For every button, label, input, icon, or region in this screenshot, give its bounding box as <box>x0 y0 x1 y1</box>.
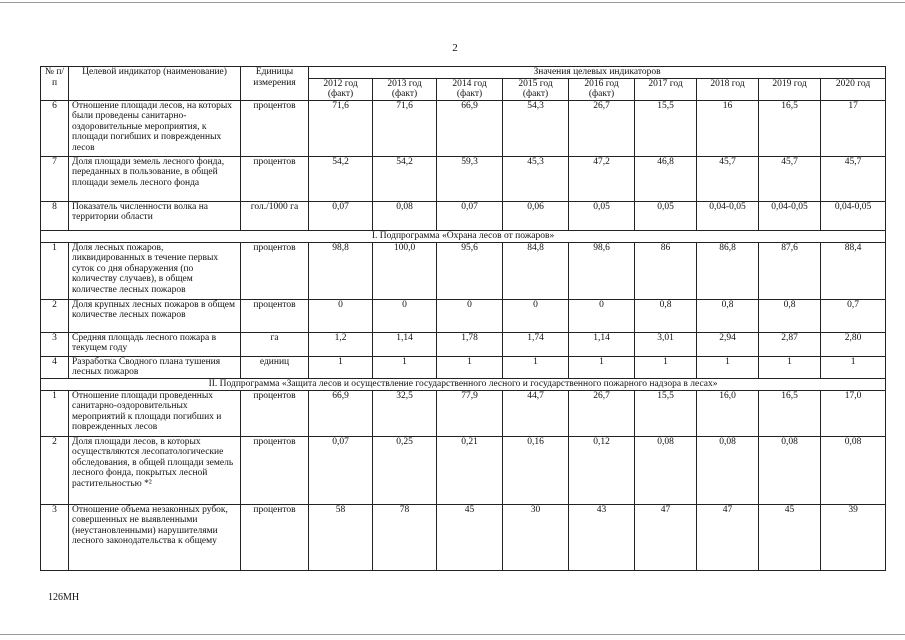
header-indicator: Целевой индикатор (наименование) <box>69 67 241 101</box>
page-number: 2 <box>452 42 458 54</box>
indicator-name: Отношение объема незаконных рубок, совершенных не выявленными (неустановленными) нарушителями лесного законодательства к общему <box>69 504 241 570</box>
table-row <box>41 242 886 299</box>
value-cell: 84,8 <box>503 242 569 299</box>
value-cell: 47 <box>697 504 759 570</box>
value-cell: 0,04-0,05 <box>759 201 821 230</box>
indicator-name: Разработка Сводного плана тушения лесных пожаров <box>69 356 241 378</box>
indicator-name: Средняя площадь лесного пожара в текущем году <box>69 332 241 356</box>
value-cell: 0,08 <box>821 436 886 504</box>
value-cell: 26,7 <box>569 390 635 436</box>
value-cell: 17,0 <box>821 390 886 436</box>
value-cell: 54,2 <box>373 156 437 201</box>
value-cell: 45,7 <box>697 156 759 201</box>
value-cell: 78 <box>373 504 437 570</box>
unit-cell: процентов <box>241 156 309 201</box>
subprogram-title: II. Подпрограмма «Защита лесов и осуществление государственного лесного и государственного пожарного надзора в лесах» <box>41 378 886 390</box>
value-cell: 0,05 <box>569 201 635 230</box>
value-cell: 46,8 <box>635 156 697 201</box>
value-cell: 0,07 <box>437 201 503 230</box>
value-cell: 1 <box>759 356 821 378</box>
value-cell: 39 <box>821 504 886 570</box>
value-cell: 16,5 <box>759 100 821 156</box>
indicator-name: Доля лесных пожаров, ликвидированных в течение первых суток со дня обнаружения (по количеству случаев), в общем количестве лесных пожаров <box>69 242 241 299</box>
header-year: 2019 год <box>759 78 821 100</box>
value-cell: 2,94 <box>697 332 759 356</box>
row-number: 4 <box>41 356 69 378</box>
header-year: 2017 год <box>635 78 697 100</box>
header-year: 2018 год <box>697 78 759 100</box>
header-year: 2020 год <box>821 78 886 100</box>
value-cell: 3,01 <box>635 332 697 356</box>
value-cell: 1 <box>697 356 759 378</box>
value-cell: 98,8 <box>309 242 373 299</box>
row-number: 6 <box>41 100 69 156</box>
value-cell: 59,3 <box>437 156 503 201</box>
value-cell: 1 <box>437 356 503 378</box>
value-cell: 1 <box>503 356 569 378</box>
value-cell: 95,6 <box>437 242 503 299</box>
value-cell: 1 <box>309 356 373 378</box>
value-cell: 16,0 <box>697 390 759 436</box>
value-cell: 1,14 <box>373 332 437 356</box>
table-row <box>41 332 886 356</box>
value-cell: 2,87 <box>759 332 821 356</box>
value-cell: 0,21 <box>437 436 503 504</box>
value-cell: 1,78 <box>437 332 503 356</box>
value-cell: 88,4 <box>821 242 886 299</box>
value-cell: 47,2 <box>569 156 635 201</box>
unit-cell: процентов <box>241 504 309 570</box>
row-number: 7 <box>41 156 69 201</box>
value-cell: 0,25 <box>373 436 437 504</box>
value-cell: 66,9 <box>309 390 373 436</box>
value-cell: 0 <box>569 299 635 332</box>
value-cell: 66,9 <box>437 100 503 156</box>
table-row <box>41 100 886 156</box>
scan-edge-bottom <box>0 634 905 635</box>
unit-cell: процентов <box>241 436 309 504</box>
value-cell: 1 <box>635 356 697 378</box>
value-cell: 45 <box>437 504 503 570</box>
value-cell: 0,04-0,05 <box>697 201 759 230</box>
value-cell: 58 <box>309 504 373 570</box>
indicator-name: Доля крупных лесных пожаров в общем количестве лесных пожаров <box>69 299 241 332</box>
value-cell: 2,80 <box>821 332 886 356</box>
subprogram-row <box>41 230 886 242</box>
unit-cell: процентов <box>241 299 309 332</box>
unit-cell: процентов <box>241 100 309 156</box>
indicator-name: Доля площади лесов, в которых осуществляются лесопатологические обследования, в общей площади земель лесного фонда, покрытых лесной растительностью *² <box>69 436 241 504</box>
value-cell: 1 <box>821 356 886 378</box>
header-unit: Единицы измерения <box>241 67 309 101</box>
value-cell: 0,8 <box>759 299 821 332</box>
value-cell: 54,3 <box>503 100 569 156</box>
value-cell: 47 <box>635 504 697 570</box>
value-cell: 0,08 <box>635 436 697 504</box>
value-cell: 1 <box>373 356 437 378</box>
value-cell: 98,6 <box>569 242 635 299</box>
unit-cell: га <box>241 332 309 356</box>
value-cell: 30 <box>503 504 569 570</box>
indicator-name: Показатель численности волка на территории области <box>69 201 241 230</box>
header-year: 2016 год (факт) <box>569 78 635 100</box>
value-cell: 26,7 <box>569 100 635 156</box>
value-cell: 0,07 <box>309 436 373 504</box>
unit-cell: единиц <box>241 356 309 378</box>
value-cell: 1,74 <box>503 332 569 356</box>
table-row <box>41 356 886 378</box>
row-number: 1 <box>41 390 69 436</box>
table-row <box>41 436 886 504</box>
value-cell: 1,14 <box>569 332 635 356</box>
value-cell: 0 <box>309 299 373 332</box>
header-num: № п/п <box>41 67 69 101</box>
row-number: 1 <box>41 242 69 299</box>
table-row <box>41 504 886 570</box>
footer-code: 126МН <box>48 592 80 603</box>
scan-edge-top <box>0 2 905 3</box>
value-cell: 100,0 <box>373 242 437 299</box>
indicator-name: Отношение площади лесов, на которых были проведены санитарно-оздоровительные мероприятия, к площади погибших и поврежденных лесов <box>69 100 241 156</box>
value-cell: 0,12 <box>569 436 635 504</box>
value-cell: 71,6 <box>309 100 373 156</box>
value-cell: 86,8 <box>697 242 759 299</box>
value-cell: 17 <box>821 100 886 156</box>
value-cell: 87,6 <box>759 242 821 299</box>
indicator-name: Отношение площади проведенных санитарно-оздоровительных мероприятий к площади погибших и поврежденных лесов <box>69 390 241 436</box>
value-cell: 0,8 <box>635 299 697 332</box>
value-cell: 0 <box>373 299 437 332</box>
value-cell: 0,8 <box>697 299 759 332</box>
row-number: 8 <box>41 201 69 230</box>
value-cell: 0,04-0,05 <box>821 201 886 230</box>
value-cell: 15,5 <box>635 390 697 436</box>
header-year: 2012 год (факт) <box>309 78 373 100</box>
value-cell: 71,6 <box>373 100 437 156</box>
row-number: 2 <box>41 299 69 332</box>
unit-cell: гол./1000 га <box>241 201 309 230</box>
value-cell: 1,2 <box>309 332 373 356</box>
value-cell: 0,05 <box>635 201 697 230</box>
value-cell: 45,7 <box>821 156 886 201</box>
value-cell: 0,08 <box>759 436 821 504</box>
table-row <box>41 390 886 436</box>
value-cell: 0,08 <box>697 436 759 504</box>
value-cell: 0,07 <box>309 201 373 230</box>
table-row <box>41 201 886 230</box>
subprogram-row <box>41 378 886 390</box>
value-cell: 0 <box>437 299 503 332</box>
value-cell: 1 <box>569 356 635 378</box>
unit-cell: процентов <box>241 242 309 299</box>
subprogram-title: I. Подпрограмма «Охрана лесов от пожаров» <box>41 230 886 242</box>
row-number: 3 <box>41 504 69 570</box>
value-cell: 45,7 <box>759 156 821 201</box>
row-number: 3 <box>41 332 69 356</box>
value-cell: 0,7 <box>821 299 886 332</box>
value-cell: 54,2 <box>309 156 373 201</box>
indicator-name: Доля площади земель лесного фонда, переданных в пользование, в общей площади земель лесного фонда <box>69 156 241 201</box>
value-cell: 45 <box>759 504 821 570</box>
value-cell: 43 <box>569 504 635 570</box>
value-cell: 32,5 <box>373 390 437 436</box>
value-cell: 15,5 <box>635 100 697 156</box>
row-number: 2 <box>41 436 69 504</box>
value-cell: 77,9 <box>437 390 503 436</box>
value-cell: 0,08 <box>373 201 437 230</box>
value-cell: 44,7 <box>503 390 569 436</box>
value-cell: 16,5 <box>759 390 821 436</box>
value-cell: 16 <box>697 100 759 156</box>
header-year: 2014 год (факт) <box>437 78 503 100</box>
value-cell: 45,3 <box>503 156 569 201</box>
value-cell: 86 <box>635 242 697 299</box>
table-row <box>41 156 886 201</box>
header-year: 2015 год (факт) <box>503 78 569 100</box>
indicators-table <box>40 66 886 571</box>
header-values-group: Значения целевых индикаторов <box>309 67 886 79</box>
header-year: 2013 год (факт) <box>373 78 437 100</box>
value-cell: 0,06 <box>503 201 569 230</box>
table-row <box>41 299 886 332</box>
unit-cell: процентов <box>241 390 309 436</box>
value-cell: 0 <box>503 299 569 332</box>
value-cell: 0,16 <box>503 436 569 504</box>
